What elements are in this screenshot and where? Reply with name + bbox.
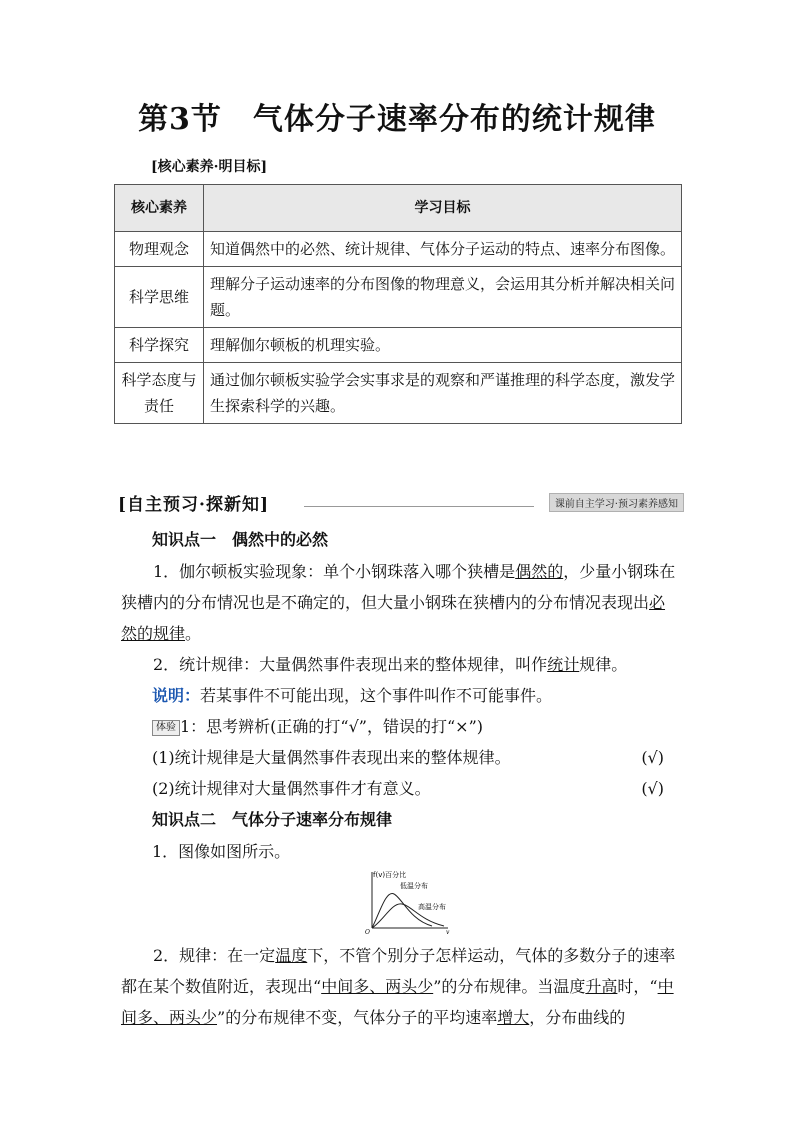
question-text: (2)统计规律对大量偶然事件才有意义。 xyxy=(152,779,431,798)
origin-label: O xyxy=(365,929,370,934)
high-temp-label: 高温分布 xyxy=(418,903,446,911)
answer-mark: (√) xyxy=(641,779,664,798)
banner-divider xyxy=(304,506,534,507)
x-axis-label: v xyxy=(446,929,450,934)
kp1-paragraph-2 xyxy=(121,649,681,680)
kp2-paragraph-1: 1．图像如图所示。 xyxy=(152,842,291,861)
text: ，分布曲线的 xyxy=(529,1008,626,1027)
underlined-answer: 升高 xyxy=(585,977,618,996)
note xyxy=(152,680,712,711)
page-title: 第3节 气体分子速率分布的统计规律 xyxy=(138,102,656,137)
table-row xyxy=(115,363,682,424)
text: ”的分布规律不变，气体分子的平均速率 xyxy=(217,1008,498,1027)
underlined-answer: 中间多、两头少 xyxy=(321,977,434,996)
table-cell: 知道偶然中的必然、统计规律、气体分子运动的特点、速率分布图像。 xyxy=(204,232,682,267)
note-text: 若某事件不可能出现，这个事件叫作不可能事件。 xyxy=(200,686,553,705)
low-temp-label: 低温分布 xyxy=(400,882,428,890)
text: ，少量小钢珠在狭槽内的分布情况也是不确定的，但大量小钢珠在狭槽内的分布情况表现出 xyxy=(121,562,676,612)
question-text: (1)统计规律是大量偶然事件表现出来的整体规律。 xyxy=(152,748,511,767)
table-cell: 通过伽尔顿板实验学会实事求是的观察和严谨推理的科学态度，激发学生探索科学的兴趣。 xyxy=(204,363,682,424)
banner-pill: 课前自主学习·预习素养感知 xyxy=(549,493,684,512)
table-cell: 科学态度与责任 xyxy=(115,363,204,424)
text: 2．规律：在一定 xyxy=(153,946,276,965)
table-row xyxy=(115,328,682,363)
underlined-answer: 增大 xyxy=(497,1008,530,1027)
experience-text: 1：思考辨析(正确的打“√”，错误的打“×”) xyxy=(180,717,483,736)
experience-line xyxy=(152,711,712,742)
text: ”的分布规律。当温度 xyxy=(433,977,586,996)
underlined-answer: 温度 xyxy=(275,946,308,965)
y-axis-label: f(v)百分比 xyxy=(373,871,407,879)
kp1-paragraph-1 xyxy=(121,556,681,649)
underlined-answer: 中间多、两头少 xyxy=(121,977,674,1027)
header-cell: 核心素养 xyxy=(115,185,204,232)
text: 下，不管个别分子怎样运动，气体的多数分子的速率都在某个数值附近，表现出“ xyxy=(121,946,676,996)
section-banner xyxy=(114,490,684,514)
table-cell: 物理观念 xyxy=(115,232,204,267)
table-cell: 科学探究 xyxy=(115,328,204,363)
table-cell: 理解分子运动速率的分布图像的物理意义，会运用其分析并解决相关问题。 xyxy=(204,267,682,328)
table-row xyxy=(115,267,682,328)
kp2-paragraph-2 xyxy=(121,940,681,1033)
text: 。 xyxy=(185,624,202,643)
underlined-answer: 必然的规律 xyxy=(121,593,666,643)
table-row xyxy=(115,232,682,267)
underlined-answer: 统计 xyxy=(547,655,580,674)
section-tag: [核心素养·明目标] xyxy=(151,159,268,175)
answer-mark: (√) xyxy=(641,748,664,767)
question-1 xyxy=(152,742,664,773)
text: 时，“ xyxy=(617,977,658,996)
speed-distribution-figure xyxy=(362,868,452,934)
note-label: 说明： xyxy=(152,686,201,705)
kp2-heading: 知识点二 气体分子速率分布规律 xyxy=(152,810,393,829)
table-cell: 理解伽尔顿板的机理实验。 xyxy=(204,328,682,363)
underlined-answer: 偶然的 xyxy=(515,562,564,581)
question-2 xyxy=(152,773,664,804)
banner-title: [自主预习·探新知] xyxy=(118,495,270,515)
table-header-row xyxy=(115,185,682,232)
table-cell: 科学思维 xyxy=(115,267,204,328)
text: 规律。 xyxy=(579,655,628,674)
goals-table xyxy=(114,184,682,424)
text: 2．统计规律：大量偶然事件表现出来的整体规律，叫作 xyxy=(153,655,548,674)
text: 1．伽尔顿板实验现象：单个小钢珠落入哪个狭槽是 xyxy=(153,562,516,581)
kp1-heading: 知识点一 偶然中的必然 xyxy=(152,530,329,549)
experience-badge: 体验 xyxy=(152,720,180,736)
header-cell: 学习目标 xyxy=(204,185,682,232)
